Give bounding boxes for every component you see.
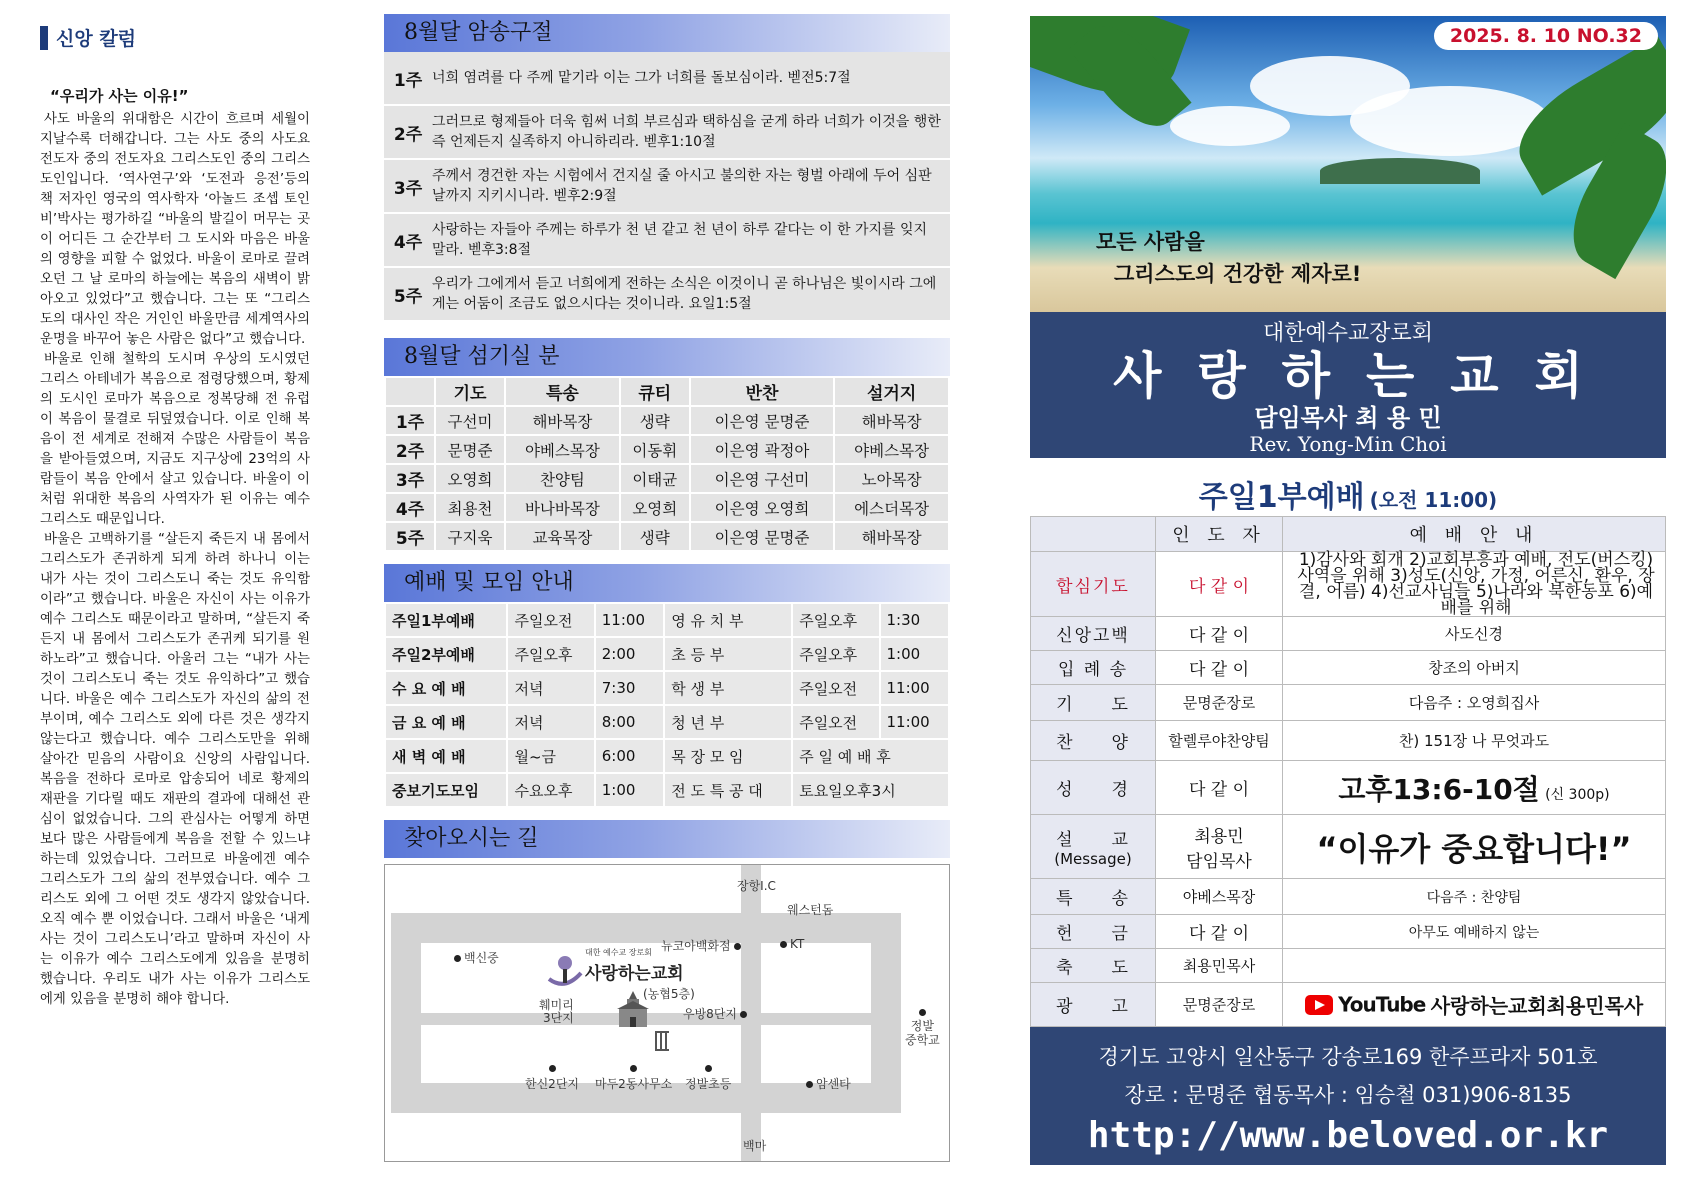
schedule-table bbox=[384, 602, 950, 808]
table-cell: 야베스목장 bbox=[834, 435, 949, 464]
map-label-nonghyup: (농협5층) bbox=[643, 987, 695, 1001]
table-row bbox=[385, 493, 949, 522]
memory-verses-header: 8월달 암송구절 bbox=[384, 14, 950, 52]
week-label: 3주 bbox=[393, 178, 423, 199]
table-cell: 이동휘 bbox=[620, 435, 690, 464]
table-row bbox=[385, 522, 949, 551]
table-cell: 주일오전 bbox=[792, 671, 879, 705]
order-leader: 야베스목장 bbox=[1156, 879, 1283, 915]
order-leader: 다 같 이 bbox=[1156, 617, 1283, 651]
order-info: 아무도 예배하지 않는 bbox=[1283, 915, 1666, 949]
table-row bbox=[385, 464, 949, 493]
order-leader: 할렐루야찬양팀 bbox=[1156, 721, 1283, 761]
order-leader: 최용민 bbox=[1194, 826, 1244, 847]
table-cell: 저녁 bbox=[507, 705, 594, 739]
location-dot-icon bbox=[734, 943, 741, 950]
order-label: 합심기도 bbox=[1031, 552, 1156, 617]
location-dot-icon bbox=[780, 941, 787, 948]
table-cell: 중보기도모임 bbox=[385, 773, 507, 807]
map-label-jeongbal-middle bbox=[905, 1005, 940, 1047]
map-label-baekma: 백마 bbox=[743, 1139, 767, 1153]
week-label: 5주 bbox=[393, 286, 423, 307]
map-label-jeongbal-elem bbox=[685, 1061, 731, 1092]
table-header: 큐티 bbox=[620, 377, 690, 406]
table-row bbox=[385, 435, 949, 464]
order-leader-cell bbox=[1156, 815, 1283, 879]
order-info: 창조의 아버지 bbox=[1283, 651, 1666, 685]
order-info: 다음주 : 오영희집사 bbox=[1283, 685, 1666, 721]
table-cell: 주 일 예 배 후 bbox=[792, 739, 949, 773]
verse-text: 주께서 경건한 자는 시험에서 건지실 줄 아시고 불의한 자는 형벌 아래에 두어 심판 날까지 지키시니라. 벧후2:9절 bbox=[432, 168, 932, 204]
cover-banner-image bbox=[1030, 16, 1666, 312]
map-label-madu bbox=[595, 1061, 672, 1092]
church-building-icon bbox=[613, 991, 653, 1029]
table-cell: 청 년 부 bbox=[664, 705, 792, 739]
table-row bbox=[1031, 949, 1666, 983]
table-cell: 주일1부예배 bbox=[385, 603, 507, 637]
table-cell: 11:00 bbox=[880, 671, 950, 705]
order-leader: 다 같 이 bbox=[1156, 552, 1283, 617]
order-label: 성 경 bbox=[1031, 761, 1156, 815]
table-header: 반찬 bbox=[690, 377, 834, 406]
table-cell: 수요오후 bbox=[507, 773, 594, 807]
order-label: 설 교 bbox=[1056, 830, 1130, 850]
table-cell: 구지욱 bbox=[435, 522, 505, 551]
location-dot-icon bbox=[806, 1081, 813, 1088]
table-header: 특송 bbox=[505, 377, 620, 406]
order-leader: 최용민목사 bbox=[1156, 949, 1283, 983]
service-title bbox=[1030, 472, 1666, 516]
table-header: 예 배 안 내 bbox=[1283, 517, 1666, 552]
table-row bbox=[1031, 761, 1666, 815]
directions-header: 찾아오시는 길 bbox=[384, 820, 950, 858]
location-dot-icon bbox=[705, 1065, 712, 1072]
map-label-humiri: 훼미리 3단지 bbox=[539, 998, 574, 1025]
order-info: 1)감사와 회개 2)교회부흥과 예배, 전도(버스킹)사역을 위해 3)성도(신앙, 가정, 어른신, 환우, 장결, 어름) 4)선교사님들 5)나라와 북한동포 6)예배를 위해 bbox=[1283, 552, 1666, 617]
essay-paragraph: 바울은 고백하기를 “살든지 죽든지 내 몸에서 그리스도가 존귀하게 되게 하려 하나니 이는 내가 사는 것이 그리스도니 죽는 것도 유익함이라”고 했습니다. 바울은 자신이 사는 이유가 예수 그리스도 때문이라고 말하며, “살든지 죽든지 내 몸에서 그리스도가 존귀케 되기를 원하노라”고 했습니다. 아울러 그는 “내가 사는 것이 그리스도니 죽는 것도 유익하다”고 했습니다. 바울은 예수 그리스도가 자신의 삶의 전부이며, 예수 그리스도 외에 다른 것은 생각지 않는다고 했습니다. 예수 그리스도만을 위해 살아간 믿음의 사람이요 신앙의 사람입니다. 복음을 전하다 로마로 압송되어 네로 황제의 재판을 기다릴 때도 재판의 결과에 대해선 관심이 없었습니다. 그의 관심사는 어떻게 하면 보다 많은 사람들에게 복음을 전할 수 있느냐 하는데 있었습니다. 그러므로 바울에겐 예수 그리스도가 그의 삶의 전부였습니다. 예수 그리스도 외에 그 어떤 것도 생각지 않았습니다. 오직 예수 뿐 이었습니다. 그래서 바울은 ‘내게 사는 것이 그리스도니’라고 말하며 자신이 사는 이유가 예수 그리스도에게 있음을 분명히 했습니다. 우리도 내가 사는 이유가 그리스도에게 있음을 분명히 해야 합니다. bbox=[40, 532, 310, 1007]
table-cell: 8:00 bbox=[595, 705, 664, 739]
table-cell: 해바목장 bbox=[834, 522, 949, 551]
slogan-line: 모든 사람을 bbox=[1096, 230, 1205, 254]
column-title bbox=[40, 24, 310, 51]
table-cell: 이은영 오영희 bbox=[690, 493, 834, 522]
scripture-page: (신 300p) bbox=[1545, 786, 1610, 803]
table-cell: 월~금 bbox=[507, 739, 594, 773]
table-cell: 1:30 bbox=[880, 603, 950, 637]
title-bar-icon bbox=[40, 26, 48, 50]
church-logo-name: 사랑하는교회 bbox=[585, 964, 684, 984]
table-row bbox=[1031, 552, 1666, 617]
table-cell: 주일오후 bbox=[792, 603, 879, 637]
table-cell: 5주 bbox=[385, 522, 435, 551]
verse-text: 너희 염려를 다 주께 맡기라 이는 그가 너희를 돌보심이라. 벧전5:7절 bbox=[432, 70, 851, 86]
order-label: 헌 금 bbox=[1031, 915, 1156, 949]
church-header bbox=[1030, 312, 1666, 458]
map-label-text: 우방8단지 bbox=[683, 1007, 738, 1021]
column-title-text: 신앙 칼럼 bbox=[56, 28, 137, 50]
table-cell: 초 등 부 bbox=[664, 637, 792, 671]
church-website-link[interactable]: http://www.beloved.or.kr bbox=[1087, 1115, 1609, 1156]
order-label-cell bbox=[1031, 815, 1156, 879]
table-row bbox=[1031, 983, 1666, 1027]
youtube-wordmark: YouTube bbox=[1338, 992, 1426, 1017]
map-label-baeksin bbox=[451, 949, 499, 966]
table-cell: 주일2부예배 bbox=[385, 637, 507, 671]
table-cell: 주일오후 bbox=[792, 637, 879, 671]
map-label-janghang: 장항I.C bbox=[737, 879, 776, 893]
table-cell: 야베스목장 bbox=[505, 435, 620, 464]
slogan-line: 그리스도의 건강한 제자로! bbox=[1114, 262, 1362, 286]
table-cell: 주일오전 bbox=[792, 705, 879, 739]
week-label: 2주 bbox=[393, 124, 423, 145]
table-row bbox=[1031, 651, 1666, 685]
table-row bbox=[385, 406, 949, 435]
island bbox=[1320, 158, 1480, 184]
pastor-name-ko: 담임목사 최 용 민 bbox=[1254, 404, 1442, 432]
table-cell: 영 유 치 부 bbox=[664, 603, 792, 637]
schedule-header: 예배 및 모임 안내 bbox=[384, 564, 950, 602]
essay-paragraph: 사도 바울의 위대함은 시간이 흐르며 세월이 지날수록 더해갑니다. 그는 사도 중의 사도요 전도자 중의 전도자요 그리스도인 중의 그리스도인입니다. ‘역사연구’와 ‘도전과 응전’등의 책 저자인 영국의 역사학자 ‘아놀드 조셉 토인비’박사는 평가하길 “바울의 발길이 머무는 곳이 어디든 그 순간부터 그 도시와 마음은 바울의 영향을 피할 수 없었다. 바울이 로마로 끌려오던 그 날 로마의 하늘에는 복음의 새벽이 밝아오고 있었다”고 했습니다. 그는 또 “그리스도의 대사인 작은 거인인 바울만큼 세계역사의 운명을 바꾸어 놓은 사람은 없다”고 했습니다. bbox=[40, 112, 310, 347]
order-label: 광 고 bbox=[1031, 983, 1156, 1027]
table-cell: 저녁 bbox=[507, 671, 594, 705]
table-cell: 1:00 bbox=[880, 637, 950, 671]
map-label-western-dome: 웨스턴돔 bbox=[787, 903, 834, 917]
map-label-text: 뉴코아백화점 bbox=[661, 939, 731, 953]
table-cell: 이은영 문명준 bbox=[690, 406, 834, 435]
order-info: 찬) 151장 나 무엇과도 bbox=[1283, 721, 1666, 761]
map-label-text: 마두2동사무소 bbox=[595, 1077, 673, 1091]
table-cell: 찬양팀 bbox=[505, 464, 620, 493]
church-address: 경기도 고양시 일산동구 강송로169 한주프라자 501호 bbox=[1098, 1045, 1598, 1069]
order-label: 기 도 bbox=[1031, 685, 1156, 721]
order-info-cell bbox=[1283, 761, 1666, 815]
table-cell: 학 생 부 bbox=[664, 671, 792, 705]
verse-text: 우리가 그에게서 듣고 너희에게 전하는 소식은 이것이니 곧 하나님은 빛이시라 그에게는 어둠이 조금도 없으시다는 것이니라. 요일1:5절 bbox=[432, 276, 937, 312]
table-cell: 생략 bbox=[620, 522, 690, 551]
order-of-worship-table bbox=[1030, 516, 1666, 1027]
cloud bbox=[1170, 106, 1290, 146]
table-cell: 수 요 예 배 bbox=[385, 671, 507, 705]
order-info: 사도신경 bbox=[1283, 617, 1666, 651]
youtube-channel-link[interactable] bbox=[1283, 983, 1666, 1027]
location-dot-icon bbox=[549, 1065, 556, 1072]
middle-column bbox=[384, 14, 950, 1162]
table-row bbox=[385, 739, 949, 773]
table-cell: 문명준 bbox=[435, 435, 505, 464]
verse-row bbox=[384, 52, 950, 106]
map-label-text: KT bbox=[790, 937, 805, 951]
verse-row bbox=[384, 214, 950, 268]
table-cell: 이태균 bbox=[620, 464, 690, 493]
table-row bbox=[1031, 815, 1666, 879]
table-cell: 교육목장 bbox=[505, 522, 620, 551]
map-label-text: 한신2단지 bbox=[525, 1077, 580, 1091]
table-cell: 1주 bbox=[385, 406, 435, 435]
table-cell: 목 장 모 임 bbox=[664, 739, 792, 773]
table-row bbox=[385, 773, 949, 807]
cover-column bbox=[1030, 16, 1666, 1165]
church-logo-small: 대한 예수교 장로회 bbox=[585, 948, 652, 957]
table-cell: 이은영 문명준 bbox=[690, 522, 834, 551]
table-row bbox=[385, 705, 949, 739]
duties-table bbox=[384, 376, 950, 552]
table-cell: 구선미 bbox=[435, 406, 505, 435]
week-label: 4주 bbox=[393, 232, 423, 253]
order-info: 다음주 : 찬양팀 bbox=[1283, 879, 1666, 915]
table-cell: 3주 bbox=[385, 464, 435, 493]
map-label-kt bbox=[777, 937, 804, 951]
duties-header: 8월달 섬기실 분 bbox=[384, 338, 950, 376]
table-cell: 에스더목장 bbox=[834, 493, 949, 522]
order-header-row bbox=[1031, 517, 1666, 552]
table-cell: 토요일오후3시 bbox=[792, 773, 949, 807]
directions-map bbox=[384, 864, 950, 1162]
church-footer bbox=[1030, 1027, 1666, 1165]
table-row bbox=[385, 637, 949, 671]
table-cell: 전 도 특 공 대 bbox=[664, 773, 792, 807]
table-row bbox=[1031, 879, 1666, 915]
table-cell: 2:00 bbox=[595, 637, 664, 671]
issue-date-badge: 2025. 8. 10 NO.32 bbox=[1434, 22, 1658, 50]
table-cell: 주일오전 bbox=[507, 603, 594, 637]
table-cell: 2주 bbox=[385, 435, 435, 464]
verse-row bbox=[384, 106, 950, 160]
week-label: 1주 bbox=[393, 70, 423, 91]
map-label-woobang bbox=[683, 1005, 750, 1022]
order-leader: 다 같 이 bbox=[1156, 915, 1283, 949]
order-label: 신앙고백 bbox=[1031, 617, 1156, 651]
location-dot-icon bbox=[630, 1065, 637, 1072]
table-cell: 11:00 bbox=[595, 603, 664, 637]
essay-body bbox=[40, 110, 310, 1010]
table-cell: 해바목장 bbox=[834, 406, 949, 435]
table-cell: 이은영 구선미 bbox=[690, 464, 834, 493]
verse-row bbox=[384, 268, 950, 322]
church-contacts: 장로 : 문명준 협동목사 : 임승철 031)906-8135 bbox=[1124, 1083, 1572, 1107]
table-row bbox=[385, 671, 949, 705]
order-leader: 다 같 이 bbox=[1156, 761, 1283, 815]
order-label: 축 도 bbox=[1031, 949, 1156, 983]
scripture-reference: 고후13:6-10절 bbox=[1338, 772, 1540, 806]
table-cell: 생략 bbox=[620, 406, 690, 435]
essay-paragraph: 바울로 인해 철학의 도시며 우상의 도시였던 그리스 아테네가 복음으로 점령당했으며, 황제의 도시인 로마가 복음으로 정복당해 전 유럽이 복음이 물결로 뒤덮였습니다. 이로 인해 복음이 전 세계로 전해져 수많은 사람들이 복음을 받아들였으며, 지금도 지구상에 23억의 사람들이 복음 안에서 살고 있습니다. 바울이 이처럼 위대한 복음의 사역자가 된 이유는 예수 그리스도 때문입니다. bbox=[40, 352, 310, 527]
map-label-text: 정발 중학교 bbox=[905, 1019, 940, 1047]
table-row bbox=[385, 603, 949, 637]
youtube-play-icon bbox=[1305, 995, 1333, 1015]
map-label-hanshin bbox=[525, 1061, 579, 1092]
table-cell: 최용천 bbox=[435, 493, 505, 522]
order-leader: 다 같 이 bbox=[1156, 651, 1283, 685]
table-cell: 바나바목장 bbox=[505, 493, 620, 522]
table-cell: 오영희 bbox=[620, 493, 690, 522]
table-row bbox=[1031, 915, 1666, 949]
table-header: 설거지 bbox=[834, 377, 949, 406]
essay-title: “우리가 사는 이유!” bbox=[50, 87, 189, 105]
location-dot-icon bbox=[740, 1011, 747, 1018]
verse-row bbox=[384, 160, 950, 214]
order-label: 찬 양 bbox=[1031, 721, 1156, 761]
church-logo-icon bbox=[545, 951, 585, 991]
table-cell: 11:00 bbox=[880, 705, 950, 739]
faith-column bbox=[40, 24, 310, 1174]
table-cell: 해바목장 bbox=[505, 406, 620, 435]
map-label-text: 백신중 bbox=[464, 951, 499, 965]
table-cell: 7:30 bbox=[595, 671, 664, 705]
order-label-sub: (Message) bbox=[1054, 850, 1132, 868]
service-title-main: 주일1부예배 bbox=[1198, 480, 1365, 515]
pastor-name-en: Rev. Yong-Min Choi bbox=[1249, 432, 1447, 456]
location-dot-icon bbox=[454, 955, 461, 962]
duties-header-row bbox=[385, 377, 949, 406]
order-leader: 문명준장로 bbox=[1156, 983, 1283, 1027]
service-time: (오전 11:00) bbox=[1369, 488, 1498, 512]
table-cell: 주일오후 bbox=[507, 637, 594, 671]
order-leader: 문명준장로 bbox=[1156, 685, 1283, 721]
table-cell: 노아목장 bbox=[834, 464, 949, 493]
table-cell: 6:00 bbox=[595, 739, 664, 773]
denomination: 대한예수교장로회 bbox=[1262, 321, 1434, 346]
crosswalk-icon bbox=[655, 1031, 669, 1051]
map-label-cancer bbox=[803, 1075, 851, 1092]
memory-verses-list bbox=[384, 52, 950, 322]
table-cell: 오영희 bbox=[435, 464, 505, 493]
table-cell: 이은영 곽정아 bbox=[690, 435, 834, 464]
order-label: 입 례 송 bbox=[1031, 651, 1156, 685]
cover-slogan bbox=[1096, 226, 1361, 290]
table-header: 기도 bbox=[435, 377, 505, 406]
verse-text: 사랑하는 자들아 주께는 하루가 천 년 같고 천 년이 하루 같다는 이 한 가지를 잊지 말라. 벧후3:8절 bbox=[432, 222, 928, 258]
table-row bbox=[1031, 617, 1666, 651]
table-row bbox=[1031, 721, 1666, 761]
sermon-title: “이유가 중요합니다!” bbox=[1283, 815, 1666, 879]
table-header bbox=[1031, 517, 1156, 552]
table-cell: 금 요 예 배 bbox=[385, 705, 507, 739]
map-label-text: 암센타 bbox=[816, 1077, 851, 1091]
table-cell: 새 벽 예 배 bbox=[385, 739, 507, 773]
map-label-text: 정발초등 bbox=[685, 1077, 732, 1091]
order-leader-sub: 담임목사 bbox=[1186, 851, 1252, 872]
youtube-channel-name: 사랑하는교회최용민목사 bbox=[1430, 994, 1644, 1018]
table-cell: 4주 bbox=[385, 493, 435, 522]
table-header: 인 도 자 bbox=[1156, 517, 1283, 552]
order-info bbox=[1283, 949, 1666, 983]
verse-text: 그러므로 형제들아 더욱 힘써 너희 부르심과 택하심을 굳게 하라 너희가 이것을 행한즉 언제든지 실족하지 아니하리라. 벧후1:10절 bbox=[432, 114, 941, 150]
church-name: 사랑하는교회 bbox=[1113, 347, 1619, 405]
location-dot-icon bbox=[919, 1009, 926, 1016]
table-cell: 1:00 bbox=[595, 773, 664, 807]
table-row bbox=[1031, 685, 1666, 721]
table-header bbox=[385, 377, 435, 406]
order-label: 특 송 bbox=[1031, 879, 1156, 915]
